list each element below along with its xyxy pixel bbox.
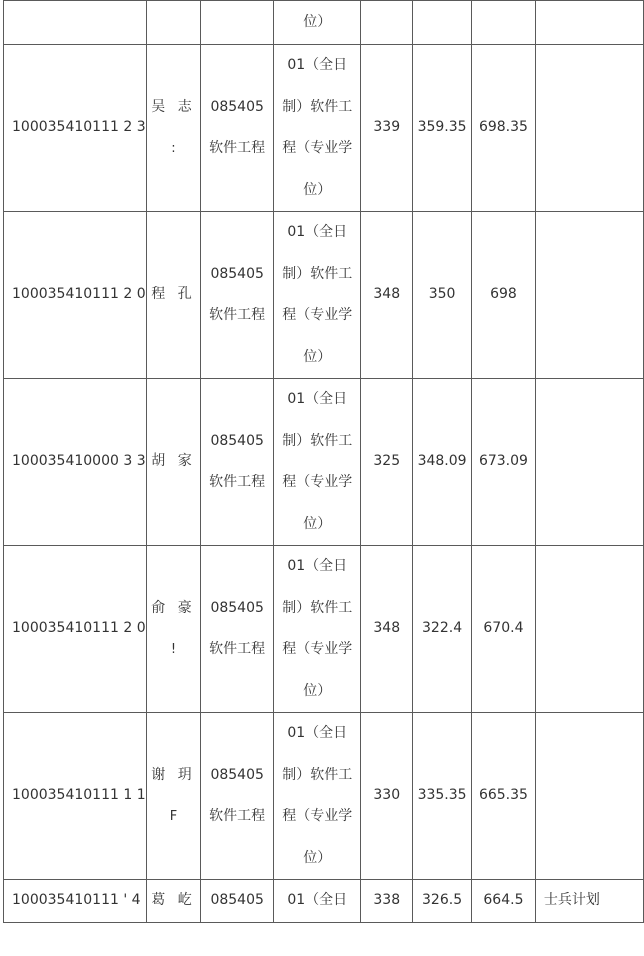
note-cell: [535, 546, 643, 713]
score1-cell: 338: [361, 880, 413, 923]
total-cell: 673.09: [472, 379, 536, 546]
name-cell: [146, 880, 201, 923]
direction-line: 程（专业学: [282, 474, 353, 490]
total-cell: 698.35: [472, 45, 536, 212]
note-cell: [535, 1, 643, 45]
table-row: [4, 546, 644, 713]
direction-line: 位）: [303, 181, 332, 198]
direction-line: 位）: [303, 348, 332, 365]
direction-line: 程（专业学: [282, 808, 353, 824]
score1-cell: 339: [361, 45, 413, 212]
score2-cell: 359.35: [413, 45, 472, 212]
name-cell: [146, 212, 201, 379]
direction-line: 程（专业学: [282, 140, 353, 156]
table-row: [4, 379, 644, 546]
direction-line: 01（全日: [287, 57, 348, 73]
major-cell: [201, 379, 274, 546]
direction-cell: [274, 212, 361, 379]
id-cell: [4, 1, 147, 45]
total-cell: 670.4: [472, 546, 536, 713]
table-row-last: [4, 880, 644, 923]
note-cell: [535, 212, 643, 379]
major-code: 085405: [210, 432, 264, 449]
major-cell: [201, 713, 274, 880]
major-code: 085405: [210, 766, 264, 783]
table-row: [4, 713, 644, 880]
direction-line: 制）软件工: [282, 265, 353, 282]
score2-cell: 350: [413, 212, 472, 379]
direction-line: 01（全日: [287, 391, 348, 407]
name-fragment: !: [170, 642, 177, 657]
score1-cell: 348: [361, 546, 413, 713]
direction-cell: [274, 379, 361, 546]
table-row: [4, 212, 644, 379]
direction-line: 01（全日: [287, 725, 348, 741]
score2-cell: [413, 1, 472, 45]
candidate-name: 程 孔: [151, 286, 196, 303]
direction-line: 制）软件工: [282, 766, 353, 783]
major-name: 软件工程: [209, 808, 266, 824]
score1-cell: 325: [361, 379, 413, 546]
major-name: 软件工程: [209, 307, 266, 323]
direction-cell: [274, 45, 361, 212]
direction-cell: [274, 546, 361, 713]
direction-cell: 01（全日: [274, 880, 361, 923]
table-row: [4, 45, 644, 212]
admission-table: [3, 0, 644, 923]
score1-cell: 330: [361, 713, 413, 880]
score2-cell: 322.4: [413, 546, 472, 713]
major-cell: [201, 212, 274, 379]
name-cell: [146, 379, 201, 546]
score2-cell: 348.09: [413, 379, 472, 546]
candidate-name: 胡 家: [151, 453, 196, 470]
total-cell: 698: [472, 212, 536, 379]
total-cell: 665.35: [472, 713, 536, 880]
note-cell: [535, 45, 643, 212]
direction-line: 制）软件工: [282, 432, 353, 449]
candidate-name: 谢 玥: [151, 766, 196, 783]
major-name: 软件工程: [209, 140, 266, 156]
note-cell: [535, 379, 643, 546]
table-row-partial-top: [4, 1, 644, 45]
direction-line: 01（全日: [287, 224, 348, 240]
direction-line: 位）: [303, 849, 332, 866]
candidate-name: 吴 志: [151, 98, 196, 115]
name-cell: [146, 546, 201, 713]
major-code: 085405: [210, 599, 264, 616]
total-cell: 664.5: [472, 880, 536, 923]
direction-line: 制）软件工: [282, 599, 353, 616]
score2-cell: 326.5: [413, 880, 472, 923]
major-name: 软件工程: [209, 641, 266, 657]
major-name: 软件工程: [209, 474, 266, 490]
direction-cell: [274, 1, 361, 45]
candidate-name: 葛 屹: [151, 892, 196, 909]
id-cell: 100035410111 1 1: [4, 713, 147, 880]
id-cell: 100035410111 2 0: [4, 546, 147, 713]
major-code: 085405: [210, 98, 264, 115]
direction-line: 程（专业学: [282, 641, 353, 657]
name-cell: [146, 713, 201, 880]
note-cell: [535, 713, 643, 880]
direction-cell: [274, 713, 361, 880]
major-code: 085405: [210, 265, 264, 282]
direction-line: 01（全日: [287, 558, 348, 574]
major-cell: [201, 546, 274, 713]
direction-line: 位）: [303, 515, 332, 532]
name-cell: [146, 1, 201, 45]
note-cell: 士兵计划: [535, 880, 643, 923]
id-cell: 100035410111 2 0: [4, 212, 147, 379]
direction-line: 程（专业学: [282, 307, 353, 323]
direction-line: 制）软件工: [282, 98, 353, 115]
score2-cell: 335.35: [413, 713, 472, 880]
name-cell: [146, 45, 201, 212]
name-fragment: F: [169, 809, 178, 824]
id-cell: 100035410111 2 3: [4, 45, 147, 212]
id-cell: 100035410111 ' 4: [4, 880, 147, 923]
score1-cell: [361, 1, 413, 45]
name-fragment: :: [171, 141, 176, 156]
direction-line: 位）: [303, 13, 332, 30]
direction-line: 位）: [303, 682, 332, 699]
major-cell: [201, 1, 274, 45]
id-cell: 100035410000 3 3: [4, 379, 147, 546]
major-code-cell: 085405: [201, 880, 274, 923]
major-cell: [201, 45, 274, 212]
candidate-name: 俞 豪: [151, 599, 196, 616]
total-cell: [472, 1, 536, 45]
score1-cell: 348: [361, 212, 413, 379]
